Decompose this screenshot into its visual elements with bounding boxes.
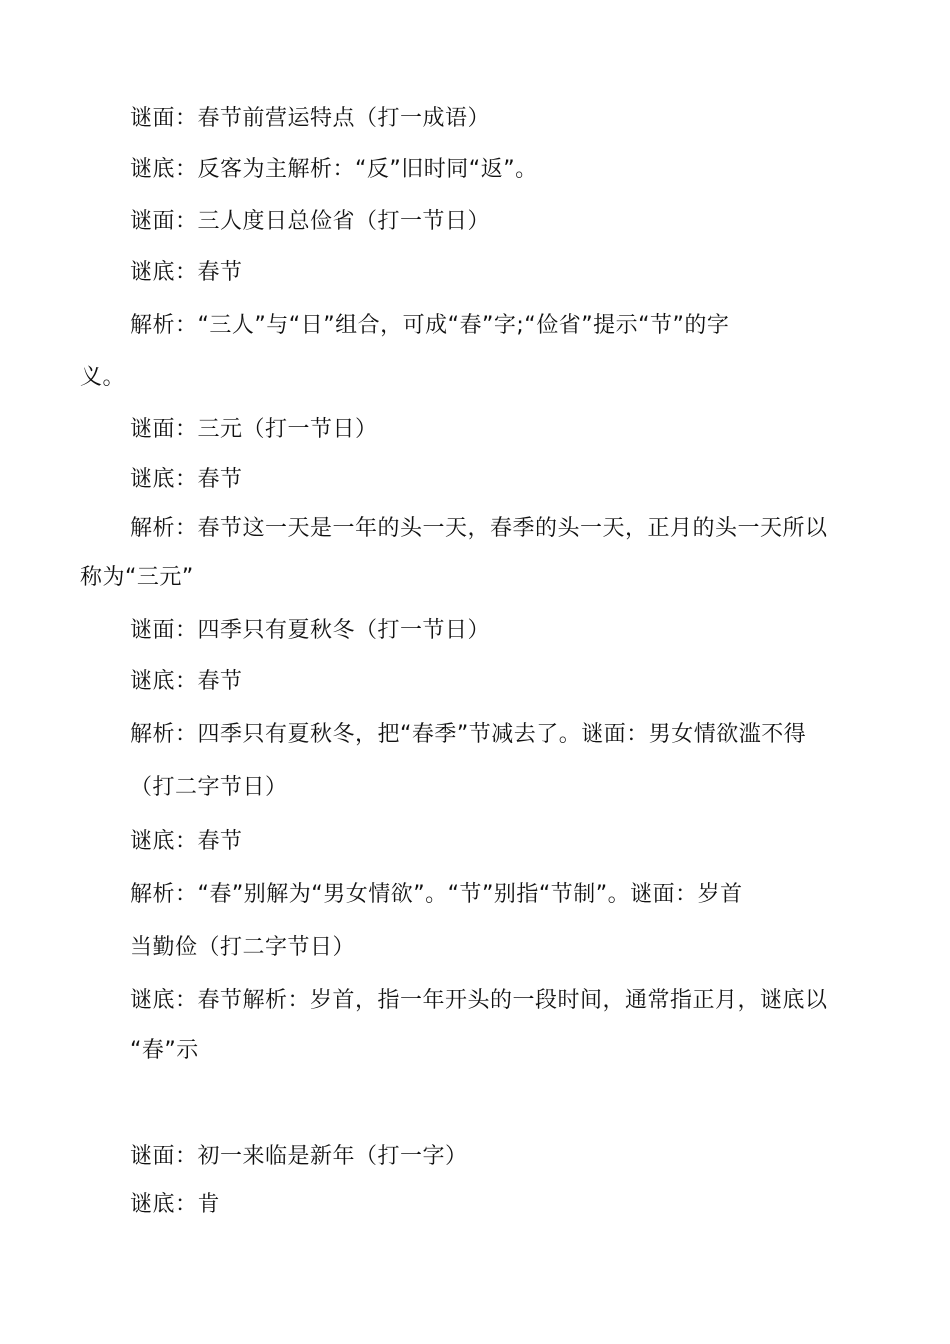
riddle-text-line: 谜面：四季只有夏秋冬（打一节日） [130, 618, 491, 643]
riddle-answer-line: 谜底：春节 [130, 829, 243, 854]
riddle-answer-line: 谜底：春节 [130, 467, 243, 492]
riddle-explanation-continuation: “春”示 [130, 1038, 199, 1063]
riddle-text-continuation: （打二字节日） [130, 775, 288, 800]
riddle-explanation-line: 解析：“春”别解为“男女情欲”。“节”别指“节制”。谜面：岁首 [130, 882, 743, 907]
riddle-answer-line: 谜底：春节 [130, 669, 243, 694]
riddle-text-continuation: 当勤俭（打二字节日） [130, 935, 356, 960]
riddle-text-line: 谜面：三元（打一节日） [130, 417, 378, 442]
riddle-text-line: 谜面：初一来临是新年（打一字） [130, 1144, 468, 1169]
riddle-answer-line: 谜底：春节解析：岁首，指一年开头的一段时间，通常指正月，谜底以 [130, 988, 828, 1013]
riddle-explanation-continuation: 称为“三元” [80, 565, 194, 590]
riddle-explanation-line: 解析：四季只有夏秋冬，把“春季”节减去了。谜面：男女情欲滥不得 [130, 722, 807, 747]
riddle-explanation-continuation: 义。 [80, 365, 126, 390]
riddle-explanation-line: 解析：“三人”与“日”组合，可成“春”字;“俭省”提示“节”的字 [130, 313, 730, 338]
riddle-answer-line: 谜底：肯 [130, 1192, 221, 1217]
riddle-answer-line: 谜底：春节 [130, 260, 243, 285]
riddle-text-line: 谜面：春节前营运特点（打一成语） [130, 106, 491, 131]
riddle-explanation-line: 解析：春节这一天是一年的头一天，春季的头一天，正月的头一天所以 [130, 516, 828, 541]
riddle-answer-line: 谜底：反客为主解析：“反”旧时同“返”。 [130, 157, 538, 182]
riddle-text-line: 谜面：三人度日总俭省（打一节日） [130, 209, 491, 234]
